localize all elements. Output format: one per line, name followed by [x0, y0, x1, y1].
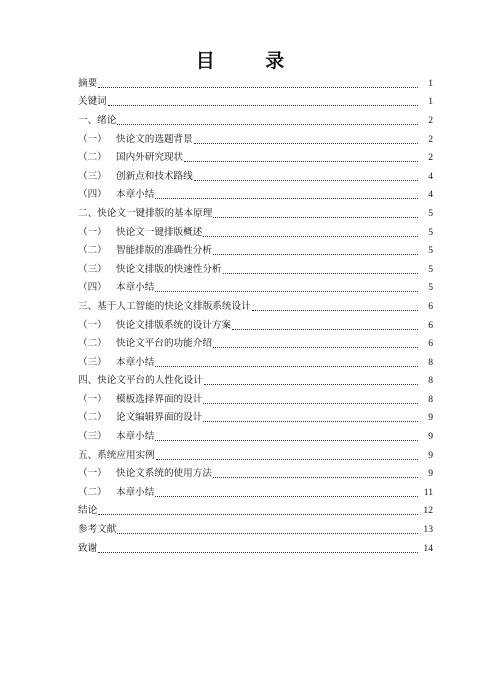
toc-leader-dots — [155, 283, 418, 292]
toc-entry-label — [78, 208, 212, 219]
toc-entry-text: 快论文一键排版概述 — [116, 226, 203, 238]
toc-entry[interactable] — [78, 186, 433, 205]
toc-entry-label — [78, 171, 193, 182]
toc-leader-dots — [203, 228, 418, 237]
toc-entry-text: 快论文系统的使用方法 — [116, 468, 212, 480]
toc-entry[interactable] — [78, 167, 433, 186]
toc-entry-number: （三） — [78, 263, 107, 275]
toc-page-number: 9 — [428, 449, 433, 461]
toc-entry-text: 摘要 — [78, 77, 98, 89]
toc-page-number: 5 — [428, 226, 433, 238]
toc-entry-label — [78, 320, 231, 331]
toc-leader-dots — [204, 376, 418, 385]
toc-entry-number: （一） — [78, 133, 107, 145]
toc-leader-dots — [155, 190, 418, 199]
toc-page-number: 2 — [428, 152, 433, 164]
toc-entry-label — [78, 152, 183, 163]
toc-entry-label — [78, 134, 193, 145]
toc-page-number: 9 — [428, 468, 433, 480]
toc-entry-label — [78, 543, 97, 554]
toc-entry[interactable] — [78, 223, 433, 242]
toc-entry-label — [78, 412, 202, 423]
table-of-contents — [78, 74, 433, 557]
toc-entry[interactable] — [78, 372, 433, 391]
toc-entry[interactable] — [78, 93, 433, 112]
toc-entry-text: 智能排版的准确性分析 — [116, 245, 212, 257]
toc-entry-number: （三） — [78, 356, 107, 368]
toc-entry-text: 快论文排版系统的设计方案 — [116, 319, 232, 331]
toc-entry-label — [78, 96, 107, 107]
toc-entry-text: 本章小结 — [116, 431, 155, 443]
toc-leader-dots — [232, 321, 418, 330]
toc-page-number: 1 — [428, 77, 433, 89]
toc-entry-text: 二、快论文一键排版的基本原理 — [78, 207, 213, 219]
toc-entry[interactable] — [78, 390, 433, 409]
toc-entry-number: （二） — [78, 152, 107, 164]
toc-entry-number: （二） — [78, 486, 107, 498]
toc-page-number: 5 — [428, 263, 433, 275]
toc-entry-label — [78, 282, 154, 293]
toc-entry-number: （四） — [78, 189, 107, 201]
toc-entry[interactable] — [78, 334, 433, 353]
toc-leader-dots — [155, 488, 418, 497]
toc-entry-text: 创新点和技术路线 — [116, 170, 193, 182]
toc-entry-text: 五、系统应用实例 — [78, 449, 155, 461]
toc-entry-text: 一、绪论 — [78, 114, 117, 126]
toc-leader-dots — [155, 358, 418, 367]
toc-entry[interactable] — [78, 241, 433, 260]
toc-entry-number: （一） — [78, 393, 107, 405]
toc-title: 目 录 — [195, 50, 307, 72]
toc-entry[interactable] — [78, 483, 433, 502]
toc-leader-dots — [252, 302, 418, 311]
toc-page-number: 5 — [428, 282, 433, 294]
toc-entry-label — [78, 189, 154, 200]
toc-entry[interactable] — [78, 111, 433, 130]
toc-entry[interactable] — [78, 148, 433, 167]
toc-entry-text: 本章小结 — [116, 486, 155, 498]
toc-page-number: 8 — [428, 375, 433, 387]
toc-entry-label — [78, 394, 202, 405]
toc-leader-dots — [194, 135, 418, 144]
toc-entry[interactable] — [78, 297, 433, 316]
toc-entry-text: 关键词 — [78, 96, 107, 108]
toc-entry-label — [78, 227, 202, 238]
toc-leader-dots — [223, 265, 418, 274]
toc-entry[interactable] — [78, 353, 433, 372]
toc-entry[interactable] — [78, 279, 433, 298]
toc-page-number: 11 — [423, 486, 433, 498]
toc-page-number: 4 — [428, 189, 433, 201]
toc-entry-text: 本章小结 — [116, 189, 155, 201]
toc-leader-dots — [98, 506, 418, 515]
toc-page-number: 9 — [428, 412, 433, 424]
toc-page-number: 1 — [428, 96, 433, 108]
toc-page-number: 9 — [428, 431, 433, 443]
toc-entry-text: 参考文献 — [78, 524, 117, 536]
toc-leader-dots — [117, 525, 418, 534]
toc-leader-dots — [203, 413, 418, 422]
toc-entry-text: 模板选择界面的设计 — [116, 393, 203, 405]
toc-entry-label — [78, 375, 203, 386]
toc-page-number: 8 — [428, 356, 433, 368]
toc-leader-dots — [155, 432, 418, 441]
toc-leader-dots — [194, 172, 418, 181]
toc-entry[interactable] — [78, 316, 433, 335]
toc-leader-dots — [203, 395, 418, 404]
toc-entry-text: 四、快论文平台的人性化设计 — [78, 375, 203, 387]
toc-leader-dots — [213, 246, 418, 255]
toc-entry-label — [78, 431, 154, 442]
toc-page-number: 6 — [428, 300, 433, 312]
toc-entry-label — [78, 115, 116, 126]
toc-leader-dots — [184, 153, 418, 162]
toc-entry-number: （三） — [78, 431, 107, 443]
toc-entry-number: （一） — [78, 319, 107, 331]
toc-entry[interactable] — [78, 446, 433, 465]
toc-entry-number: （一） — [78, 226, 107, 238]
toc-entry-text: 本章小结 — [116, 282, 155, 294]
toc-leader-dots — [156, 451, 418, 460]
toc-entry[interactable] — [78, 74, 433, 93]
toc-leader-dots — [98, 79, 418, 88]
toc-entry-text: 论文编辑界面的设计 — [116, 412, 203, 424]
toc-entry[interactable] — [78, 204, 433, 223]
toc-leader-dots — [117, 116, 418, 125]
toc-entry-label — [78, 468, 212, 479]
toc-entry-text: 致谢 — [78, 542, 98, 554]
toc-entry-number: （三） — [78, 170, 107, 182]
toc-entry-label — [78, 357, 154, 368]
toc-page-number: 14 — [423, 542, 433, 554]
toc-entry[interactable] — [78, 464, 433, 483]
toc-entry[interactable] — [78, 520, 433, 539]
toc-entry-label — [78, 505, 97, 516]
toc-entry[interactable] — [78, 502, 433, 521]
toc-entry-label — [78, 78, 97, 89]
toc-page-number: 8 — [428, 393, 433, 405]
toc-entry-number: （二） — [78, 338, 107, 350]
toc-entry-number: （四） — [78, 282, 107, 294]
toc-entry-text: 结论 — [78, 505, 98, 517]
toc-entry[interactable] — [78, 260, 433, 279]
toc-entry-label — [78, 487, 154, 498]
toc-page-number: 6 — [428, 319, 433, 331]
toc-entry-text: 快论文平台的功能介绍 — [116, 338, 212, 350]
toc-entry-label — [78, 450, 155, 461]
toc-entry[interactable] — [78, 539, 433, 558]
toc-leader-dots — [108, 97, 418, 106]
toc-entry-text: 三、基于人工智能的快论文排版系统设计 — [78, 300, 251, 312]
toc-page-number: 2 — [428, 133, 433, 145]
toc-entry-number: （二） — [78, 245, 107, 257]
toc-entry[interactable] — [78, 409, 433, 428]
toc-page-number: 5 — [428, 245, 433, 257]
toc-page-number: 6 — [428, 338, 433, 350]
toc-entry-label — [78, 301, 251, 312]
toc-entry[interactable] — [78, 427, 433, 446]
toc-page-number: 13 — [423, 524, 433, 536]
toc-page-number: 12 — [423, 505, 433, 517]
toc-entry-label — [78, 524, 116, 535]
toc-page-number: 5 — [428, 207, 433, 219]
toc-entry-number: （二） — [78, 412, 107, 424]
toc-entry[interactable] — [78, 130, 433, 149]
toc-page-number: 4 — [428, 170, 433, 182]
toc-page-number: 2 — [428, 114, 433, 126]
toc-leader-dots — [98, 544, 418, 553]
toc-entry-label — [78, 245, 212, 256]
toc-leader-dots — [213, 209, 418, 218]
toc-entry-text: 快论文排版的快速性分析 — [116, 263, 222, 275]
toc-entry-label — [78, 264, 222, 275]
toc-entry-label — [78, 338, 212, 349]
toc-entry-text: 本章小结 — [116, 356, 155, 368]
toc-leader-dots — [213, 339, 418, 348]
toc-entry-number: （一） — [78, 468, 107, 480]
toc-entry-text: 国内外研究现状 — [116, 152, 184, 164]
toc-leader-dots — [213, 469, 418, 478]
toc-entry-text: 快论文的选题背景 — [116, 133, 193, 145]
